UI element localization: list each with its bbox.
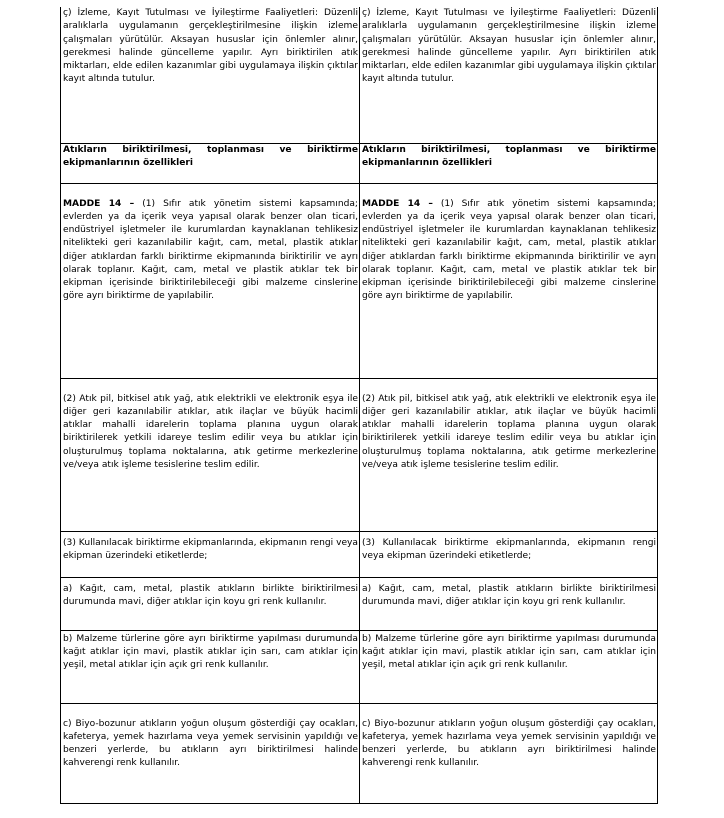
- left-cell-heading: Atıkların biriktirilmesi, toplanması ve biriktirme ekipmanlarının özellikleri: [61, 143, 360, 183]
- right-cell-paragraph-2: (2) Atık pil, bitkisel atık yağ, atık elektrikli ve elektronik eşya ile diğer geri kazanılabilir atıklar, atık ilaçlar ve büyük hacimli atıklar mahalli idarelerin toplama planına uygun olarak biriktirilerek yetkili idareye teslim edilir veya bu atıklar için oluşturulmuş toplama noktalarına, atık getirme merkezlerine ve/veya atık işleme tesislerine teslim edilir.: [360, 378, 658, 531]
- madde-text: (1) Sıfır atık yönetim sistemi kapsamında; evlerden ya da içerik veya yapısal olarak benzer olan ticari, endüstriyel işletmeler ile kurumlardan kaynaklanan tehlikesiz nitelikteki geri kazanılabilir kağıt, cam, metal, plastik atıklar diğer atıklardan farklı biriktirme ekipmanında biriktirilir ve ayrı olarak toplanır. Kağıt, cam, metal ve plastik atıklar tek bir ekipman içerisinde biriktirilebileceği gibi malzeme cinslerine göre ayrı biriktirme de yapılabilir.: [63, 198, 358, 302]
- left-cell-paragraph-3: (3) Kullanılacak biriktirme ekipmanlarında, ekipmanın rengi veya ekipman üzerindeki etiketlerde;: [61, 531, 360, 577]
- left-cell-item-a: a) Kağıt, cam, metal, plastik atıkların birlikte biriktirilmesi durumunda mavi, diğer atıklar için koyu gri renk kullanılır.: [61, 577, 360, 630]
- right-cell-madde-14: [360, 183, 658, 378]
- table-row: [61, 183, 658, 378]
- madde-label: MADDE 14 –: [63, 198, 135, 209]
- right-cell-heading: Atıkların biriktirilmesi, toplanması ve biriktirme ekipmanlarının özellikleri: [360, 143, 658, 183]
- madde-text: (1) Sıfır atık yönetim sistemi kapsamında; evlerden ya da içerik veya yapısal olarak benzer olan ticari, endüstriyel işletmeler ile kurumlardan kaynaklanan tehlikesiz nitelikteki geri kazanılabilir kağıt, cam, metal, plastik atıklar diğer atıklardan farklı biriktirme ekipmanında biriktirilir ve ayrı olarak toplanır. Kağıt, cam, metal ve plastik atıklar tek bir ekipman içerisinde biriktirilebileceği gibi malzeme cinslerine göre ayrı biriktirme de yapılabilir.: [362, 198, 656, 302]
- table-row: [61, 7, 658, 143]
- table-row: [61, 703, 658, 803]
- right-cell-paragraph-3: (3) Kullanılacak biriktirme ekipmanlarında, ekipmanın rengi veya ekipman üzerindeki etiketlerde;: [360, 531, 658, 577]
- table-row: [61, 378, 658, 531]
- left-cell-item-c: c) Biyo-bozunur atıkların yoğun oluşum gösterdiği çay ocakları, kafeterya, yemek hazırlama veya yemek servisinin yapıldığı ve benzeri yerlerde, bu atıkların ayrı biriktirilmesi halinde kahverengi renk kullanılır.: [61, 703, 360, 803]
- comparison-table: [60, 7, 658, 804]
- right-cell-item-b: b) Malzeme türlerine göre ayrı biriktirme yapılması durumunda kağıt atıklar için mavi, plastik atıklar için sarı, cam atıklar için yeşil, metal atıklar için açık gri renk kullanılır.: [360, 630, 658, 703]
- right-cell-item-a: a) Kağıt, cam, metal, plastik atıkların birlikte biriktirilmesi durumunda mavi, diğer atıklar için koyu gri renk kullanılır.: [360, 577, 658, 630]
- left-cell-madde-14: [61, 183, 360, 378]
- right-cell-ciz-izleme: ç) İzleme, Kayıt Tutulması ve İyileştirme Faaliyetleri: Düzenli aralıklarla uygulamanın gerçekleştirilmesine ilişkin izleme çalışmaları yürütülür. Aksayan hususlar için önlemler alınır, gerekmesi halinde güncelleme yapılır. Ayrı biriktirilen atık miktarları, elde edilen kazanımlar gibi uygulamaya ilişkin çıktılar kayıt altında tutulur.: [360, 7, 658, 143]
- right-cell-item-c: c) Biyo-bozunur atıkların yoğun oluşum gösterdiği çay ocakları, kafeterya, yemek hazırlama veya yemek servisinin yapıldığı ve benzeri yerlerde, bu atıkların ayrı biriktirilmesi halinde kahverengi renk kullanılır.: [360, 703, 658, 803]
- left-cell-ciz-izleme: ç) İzleme, Kayıt Tutulması ve İyileştirme Faaliyetleri: Düzenli aralıklarla uygulamanın gerçekleştirilmesine ilişkin izleme çalışmaları yürütülür. Aksayan hususlar için önlemler alınır, gerekmesi halinde güncelleme yapılır. Ayrı biriktirilen atık miktarları, elde edilen kazanımlar gibi uygulamaya ilişkin çıktılar kayıt altında tutulur.: [61, 7, 360, 143]
- left-cell-item-b: b) Malzeme türlerine göre ayrı biriktirme yapılması durumunda kağıt atıklar için mavi, plastik atıklar için sarı, cam atıklar için yeşil, metal atıklar için açık gri renk kullanılır.: [61, 630, 360, 703]
- table-row: [61, 577, 658, 630]
- left-cell-paragraph-2: (2) Atık pil, bitkisel atık yağ, atık elektrikli ve elektronik eşya ile diğer geri kazanılabilir atıklar, atık ilaçlar ve büyük hacimli atıklar mahalli idarelerin toplama planına uygun olarak biriktirilerek yetkili idareye teslim edilir veya bu atıklar için oluşturulmuş toplama noktalarına, atık getirme merkezlerine ve/veya atık işleme tesislerine teslim edilir.: [61, 378, 360, 531]
- table-row: [61, 531, 658, 577]
- table-row: [61, 630, 658, 703]
- madde-label: MADDE 14 –: [362, 198, 433, 209]
- table-row: [61, 143, 658, 183]
